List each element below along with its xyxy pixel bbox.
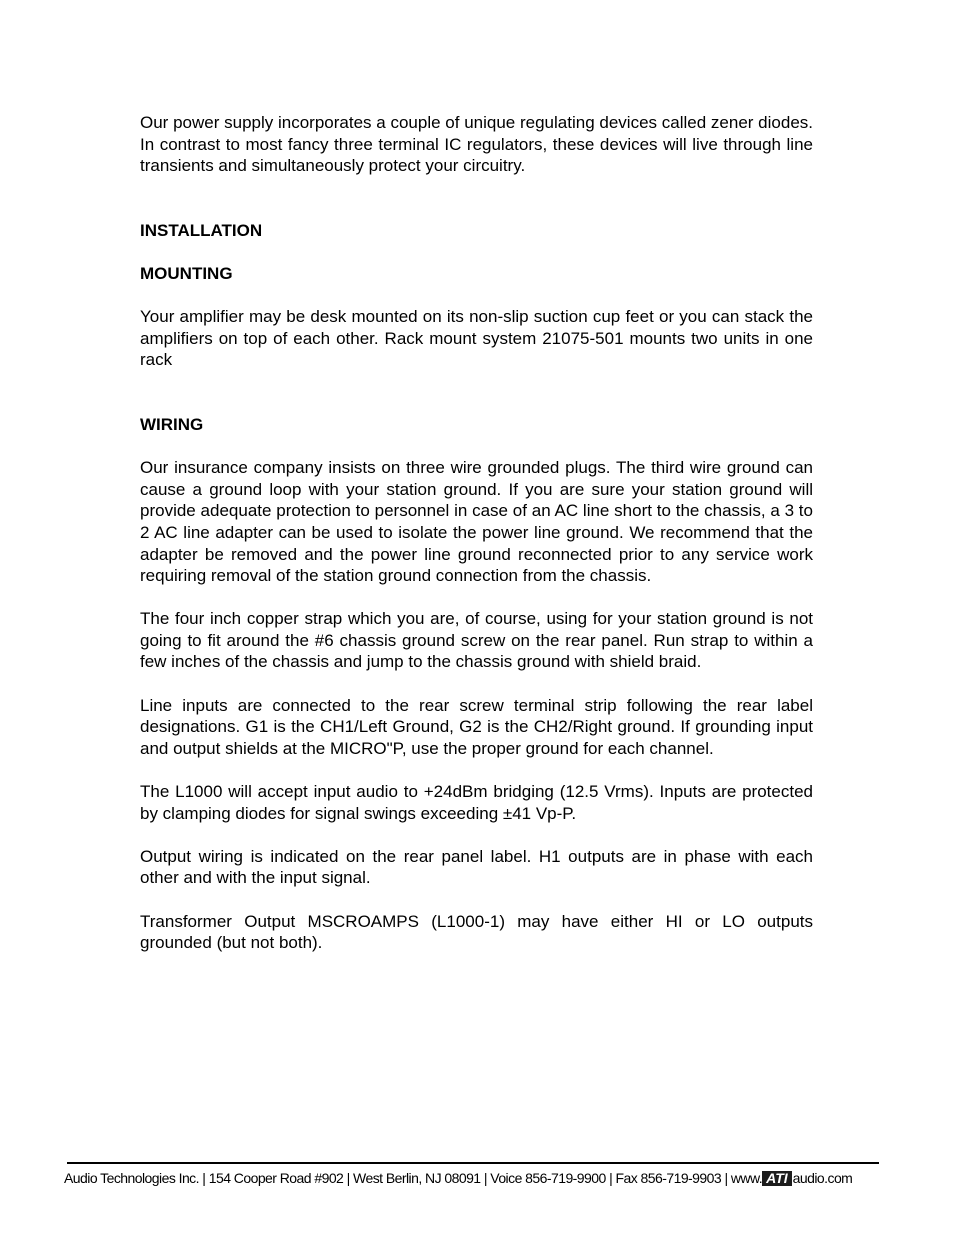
footer-domain-suffix: audio.com [792, 1170, 853, 1186]
heading-mounting: MOUNTING [140, 263, 233, 283]
heading-installation: INSTALLATION [140, 220, 263, 240]
footer-divider [67, 1162, 879, 1164]
wiring-paragraph-1: Our insurance company insists on three wire grounded plugs. The third wire ground can cause a ground loop with your station ground. If you are sure your station ground will provide adequate protection to personnel in case of an AC line short to the chassis, a 3 to 2 AC line adapter can be used to isolate the power line ground. We recommend that the adapter be removed and the power line ground reconnected prior to any service work requiring removal of the station ground connection from the chassis. [140, 458, 813, 586]
wiring-paragraph-2: The four inch copper strap which you are, of course, using for your station ground is not going to fit around the #6 chassis ground screw on the rear panel. Run strap to within a few inches of the chassis and jump to the chassis ground with shield braid. [140, 609, 813, 672]
mounting-paragraph: Your amplifier may be desk mounted on its non-slip suction cup feet or you can stack the amplifiers on top of each other. Rack mount system 21075-501 mounts two units in one rack [140, 307, 813, 370]
heading-wiring: WIRING [140, 414, 204, 434]
intro-paragraph: Our power supply incorporates a couple of unique regulating devices called zener diodes. In contrast to most fancy three terminal IC regulators, these devices will live through line transients and simultaneously protect your circuitry. [140, 113, 813, 176]
footer-contact-text: Audio Technologies Inc. | 154 Cooper Road #902 | West Berlin, NJ 08091 | Voice 856-719-9900 | Fax 856-719-9903 | www. [64, 1170, 763, 1186]
wiring-paragraph-5: Output wiring is indicated on the rear panel label. H1 outputs are in phase with each other and with the input signal. [140, 846, 813, 888]
page-footer [64, 1168, 894, 1188]
ati-logo: ATI [762, 1171, 792, 1186]
wiring-paragraph-4: The L1000 will accept input audio to +24dBm bridging (12.5 Vrms). Inputs are protected by clamping diodes for signal swings exceeding ±41 Vp-P. [140, 782, 813, 823]
page-body [140, 112, 813, 975]
wiring-paragraph-3: Line inputs are connected to the rear screw terminal strip following the rear label designations. G1 is the CH1/Left Ground, G2 is the CH2/Right ground. If grounding input and output shields at the MICRO"P, use the proper ground for each channel. [140, 695, 813, 758]
wiring-paragraph-6: Transformer Output MSCROAMPS (L1000-1) may have either HI or LO outputs grounded (but not both). [140, 911, 813, 953]
